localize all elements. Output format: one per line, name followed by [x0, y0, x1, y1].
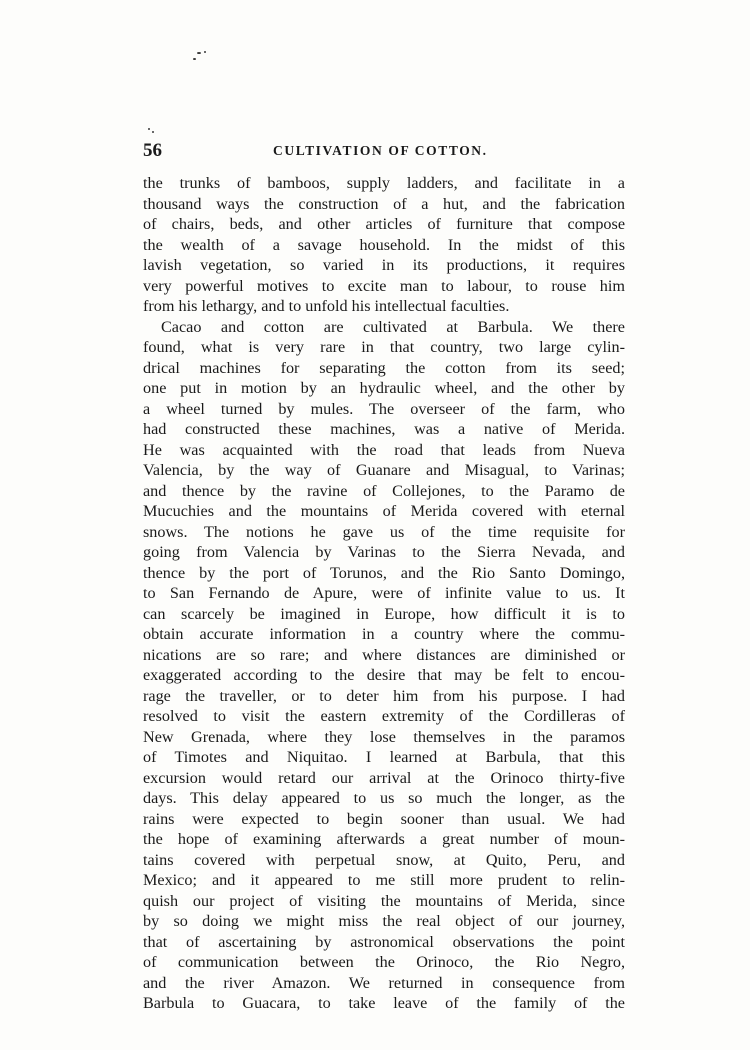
text-line: exaggerated according to the desire that may be felt to encou-: [143, 666, 625, 684]
print-speck: [197, 52, 201, 54]
text-line: tains covered with perpetual snow, at Quito, Peru, and: [143, 850, 625, 869]
text-line: rage the traveller, or to deter him from his purpose. I had: [143, 686, 625, 705]
text-line: Mucuchies and the mountains of Merida covered with eternal: [143, 502, 625, 520]
text-line: Valencia, by the way of Guanare and Misagual, to Varinas;: [143, 461, 625, 479]
text-line: excursion would retard our arrival at the Orinoco thirty-five: [143, 768, 625, 787]
text-line: snows. The notions he gave us of the time requisite for: [143, 522, 625, 541]
page-header: [143, 140, 625, 162]
text-line: obtain accurate information in a country where the commu-: [143, 625, 625, 643]
text-line: by so doing we might miss the real object of our journey,: [143, 912, 625, 930]
text-line: thousand ways the construction of a hut, and the fabrication: [143, 194, 625, 213]
text-line: and the river Amazon. We returned in consequence from: [143, 973, 625, 992]
text-line: found, what is very rare in that country, two large cylin-: [143, 338, 625, 356]
text-line: can scarcely be imagined in Europe, how difficult it is to: [143, 604, 625, 623]
text-line: resolved to visit the eastern extremity of the Cordilleras of: [143, 707, 625, 725]
text-line: one put in motion by an hydraulic wheel, and the other by: [143, 379, 625, 397]
text-line: going from Valencia by Varinas to the Sierra Nevada, and: [143, 543, 625, 561]
text-line: New Grenada, where they lose themselves in the paramos: [143, 727, 625, 746]
text-line: and thence by the ravine of Collejones, to the Paramo de: [143, 481, 625, 500]
text-line: of communication between the Orinoco, the Rio Negro,: [143, 953, 625, 971]
text-line: a wheel turned by mules. The overseer of the farm, who: [143, 399, 625, 418]
print-speck: [193, 58, 196, 60]
text-line: thence by the port of Torunos, and the Rio Santo Domingo,: [143, 563, 625, 582]
body-text: [143, 173, 625, 1014]
text-line: the wealth of a savage household. In the midst of this: [143, 235, 625, 254]
text-line: quish our project of visiting the mountains of Merida, since: [143, 891, 625, 910]
print-speck: [152, 131, 154, 133]
page-number: 56: [143, 140, 162, 161]
text-line: Barbula to Guacara, to take leave of the family of the: [143, 994, 625, 1012]
print-speck: [148, 128, 150, 130]
text-line: He was acquainted with the road that leads from Nueva: [143, 440, 625, 459]
text-line: Mexico; and it appeared to me still more prudent to relin-: [143, 871, 625, 889]
text-line: that of ascertaining by astronomical observations the point: [143, 932, 625, 951]
text-line: nications are so rare; and where distances are diminished or: [143, 645, 625, 664]
text-line: rains were expected to begin sooner than usual. We had: [143, 809, 625, 828]
text-line: the hope of examining afterwards a great number of moun-: [143, 830, 625, 848]
text-line: had constructed these machines, was a native of Merida.: [143, 420, 625, 438]
text-line: days. This delay appeared to us so much the longer, as the: [143, 789, 625, 807]
text-line: of Timotes and Niquitao. I learned at Barbula, that this: [143, 748, 625, 766]
text-line: the trunks of bamboos, supply ladders, and facilitate in a: [143, 174, 625, 192]
print-speck: [204, 51, 206, 53]
text-line: drical machines for separating the cotton from its seed;: [143, 358, 625, 377]
text-line: lavish vegetation, so varied in its productions, it requires: [143, 256, 625, 274]
running-head: CULTIVATION OF COTTON.: [273, 143, 488, 158]
text-line: from his lethargy, and to unfold his intellectual faculties.: [143, 297, 510, 315]
text-line: very powerful motives to excite man to labour, to rouse him: [143, 276, 625, 295]
text-line: to San Fernando de Apure, were of infinite value to us. It: [143, 584, 625, 602]
text-line: Cacao and cotton are cultivated at Barbula. We there: [161, 317, 625, 336]
text-line: of chairs, beds, and other articles of furniture that compose: [143, 215, 625, 233]
